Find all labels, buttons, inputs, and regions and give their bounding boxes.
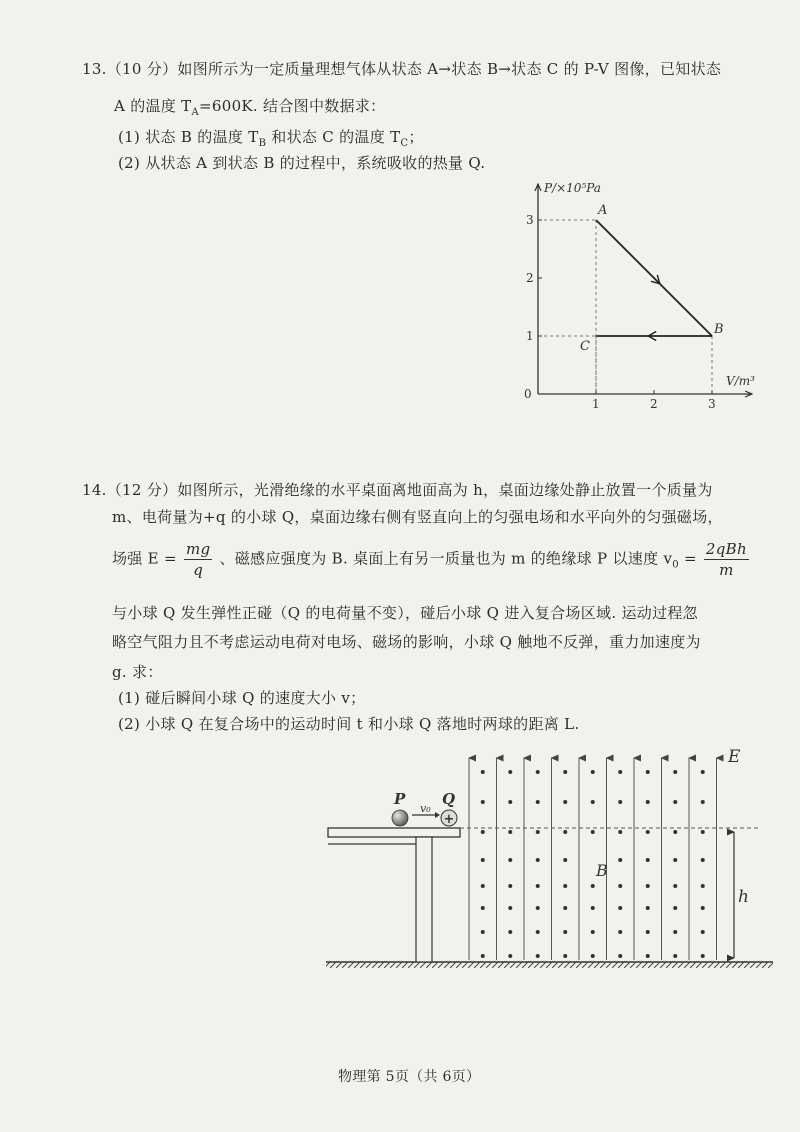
process-line-0 — [596, 220, 712, 336]
y-tick-label: 2 — [526, 271, 534, 285]
q13-item1-a: (1) 状态 B 的温度 T — [118, 128, 259, 146]
magnetic-field-dots — [481, 770, 705, 958]
b-field-dot — [508, 906, 512, 910]
q13-item1-b: 和状态 C 的温度 T — [266, 128, 401, 146]
x-tick-label: 3 — [708, 397, 716, 410]
b-field-dot — [481, 930, 485, 934]
q14-item1: (1) 碰后瞬间小球 Q 的速度大小 v； — [118, 689, 366, 707]
table-top — [328, 828, 460, 837]
b-field-dot — [646, 884, 650, 888]
b-field-dot — [591, 800, 595, 804]
b-field-dot — [701, 830, 705, 834]
b-field-dot — [646, 906, 650, 910]
q14-line1: 14.（12 分）如图所示，光滑绝缘的水平桌面离地面高为 h，桌面边缘处静止放置一个质量为 — [82, 481, 713, 499]
q14-line4: 与小球 Q 发生弹性正碰（Q 的电荷量不变），碰后小球 Q 进入复合场区域. 运动过程忽 — [112, 604, 698, 622]
ground-hatch — [326, 962, 773, 968]
b-field-dot — [536, 906, 540, 910]
b-field-dot — [508, 800, 512, 804]
b-field-dot — [646, 800, 650, 804]
b-field-dot — [481, 906, 485, 910]
b-field-dot — [536, 770, 540, 774]
label-h: h — [738, 887, 749, 907]
b-field-dot — [701, 906, 705, 910]
label-e: E — [728, 747, 741, 767]
b-field-dot — [673, 800, 677, 804]
b-field-dot — [508, 830, 512, 834]
b-field-dot — [646, 954, 650, 958]
b-field-dot — [618, 884, 622, 888]
b-field-dot — [481, 884, 485, 888]
b-field-dot — [646, 830, 650, 834]
table-leg — [416, 837, 432, 962]
q14-line3-a: 场强 E = — [112, 549, 177, 568]
b-field-dot — [673, 954, 677, 958]
fraction-e-den: q — [193, 561, 204, 579]
x-axis-label: V/m³ — [726, 374, 755, 388]
b-field-dot — [563, 930, 567, 934]
x-tick-label: 1 — [592, 397, 600, 410]
b-field-dot — [673, 830, 677, 834]
q14-line3-b: 、磁感应强度为 B. 桌面上有另一质量也为 m 的绝缘球 P 以速度 v — [219, 549, 673, 568]
label-b: B — [596, 861, 608, 880]
b-field-dot — [508, 858, 512, 862]
q14-line3 — [112, 539, 751, 580]
b-field-dot — [591, 830, 595, 834]
b-field-dot — [701, 770, 705, 774]
b-field-dot — [673, 858, 677, 862]
b-field-dot — [508, 930, 512, 934]
b-field-dot — [618, 930, 622, 934]
b-field-dot — [563, 830, 567, 834]
b-field-dot — [618, 800, 622, 804]
b-field-dot — [536, 830, 540, 834]
page-footer: 物理第 5页（共 6页） — [338, 1069, 481, 1085]
q14-line3-sub: 0 — [672, 559, 679, 571]
y-tick-label: 3 — [526, 213, 534, 227]
b-field-dot — [563, 906, 567, 910]
b-field-dot — [618, 906, 622, 910]
b-field-dot — [481, 858, 485, 862]
process-lines — [596, 220, 712, 341]
point-label-a: A — [598, 203, 608, 218]
b-field-dot — [563, 858, 567, 862]
q14-line5: 略空气阻力且不考虑运动电荷对电场、磁场的影响，小球 Q 触地不反弹，重力加速度为 — [112, 633, 701, 651]
b-field-dot — [646, 930, 650, 934]
b-field-dot — [618, 858, 622, 862]
b-field-dot — [508, 770, 512, 774]
q14-line6: g. 求： — [112, 663, 163, 681]
b-field-dot — [536, 858, 540, 862]
q13-line2-a: A 的温度 T — [114, 97, 192, 115]
q13-item1-sub1: B — [258, 138, 267, 149]
fraction-e — [184, 539, 212, 580]
b-field-dot — [508, 954, 512, 958]
pv-graph — [508, 178, 760, 410]
b-field-dot — [673, 884, 677, 888]
q13-line2 — [114, 95, 385, 118]
b-field-dot — [673, 770, 677, 774]
q14-line3-c: = — [678, 549, 697, 568]
b-field-dot — [701, 800, 705, 804]
b-field-dot — [618, 770, 622, 774]
origin-label: 0 — [524, 387, 532, 401]
b-field-dot — [646, 770, 650, 774]
field-figure — [318, 746, 778, 972]
ball-q-charge: + — [443, 812, 455, 827]
b-field-dot — [536, 954, 540, 958]
ball-p — [392, 810, 408, 826]
b-field-dot — [618, 830, 622, 834]
b-field-dot — [563, 800, 567, 804]
b-field-dot — [481, 770, 485, 774]
y-axis-label: P/×10⁵Pa — [544, 181, 601, 195]
b-field-dot — [701, 954, 705, 958]
electric-field-lines — [469, 758, 717, 960]
q13-item1-c: ； — [408, 128, 424, 146]
b-field-dot — [563, 954, 567, 958]
b-field-dot — [673, 930, 677, 934]
b-field-dot — [646, 858, 650, 862]
b-field-dot — [591, 954, 595, 958]
b-field-dot — [591, 884, 595, 888]
b-field-dot — [536, 800, 540, 804]
b-field-dot — [591, 906, 595, 910]
b-field-dot — [563, 884, 567, 888]
fraction-v0 — [704, 539, 749, 580]
fraction-v0-den: m — [719, 561, 734, 579]
q13-item1-sub2: C — [400, 138, 409, 149]
q13-item2: (2) 从状态 A 到状态 B 的过程中，系统吸收的热量 Q. — [118, 154, 486, 172]
velocity-arrowhead — [435, 812, 440, 818]
point-label-b: B — [714, 322, 724, 337]
b-field-dot — [673, 906, 677, 910]
b-field-dot — [591, 930, 595, 934]
q13-item1 — [118, 126, 424, 149]
b-field-dot — [481, 954, 485, 958]
fraction-v0-num: 2qBh — [705, 540, 747, 558]
point-label-c: C — [580, 339, 590, 354]
q14-line2: m、电荷量为+q 的小球 Q，桌面边缘右侧有竖直向上的匀强电场和水平向外的匀强磁场， — [112, 508, 723, 526]
guide-lines — [538, 220, 712, 394]
b-field-dot — [481, 830, 485, 834]
b-field-dot — [591, 770, 595, 774]
b-field-dot — [536, 884, 540, 888]
label-q: Q — [442, 790, 456, 808]
label-p: P — [394, 790, 406, 808]
q13-line2-b: =600K. 结合图中数据求： — [199, 97, 386, 115]
x-tick-label: 2 — [650, 397, 658, 410]
b-field-dot — [701, 930, 705, 934]
q13-line2-sub: A — [191, 107, 200, 118]
b-field-dot — [701, 858, 705, 862]
fraction-e-num: mg — [185, 540, 211, 558]
b-field-dot — [481, 800, 485, 804]
b-field-dot — [563, 770, 567, 774]
b-field-dot — [618, 954, 622, 958]
y-tick-label: 1 — [526, 329, 534, 343]
b-field-dot — [536, 930, 540, 934]
b-field-dot — [701, 884, 705, 888]
label-v0: v₀ — [420, 802, 431, 815]
b-field-dot — [508, 884, 512, 888]
q14-item2: (2) 小球 Q 在复合场中的运动时间 t 和小球 Q 落地时两球的距离 L. — [118, 715, 580, 733]
q13-line1: 13.（10 分）如图所示为一定质量理想气体从状态 A→状态 B→状态 C 的 P-V 图像，已知状态 — [82, 60, 722, 78]
